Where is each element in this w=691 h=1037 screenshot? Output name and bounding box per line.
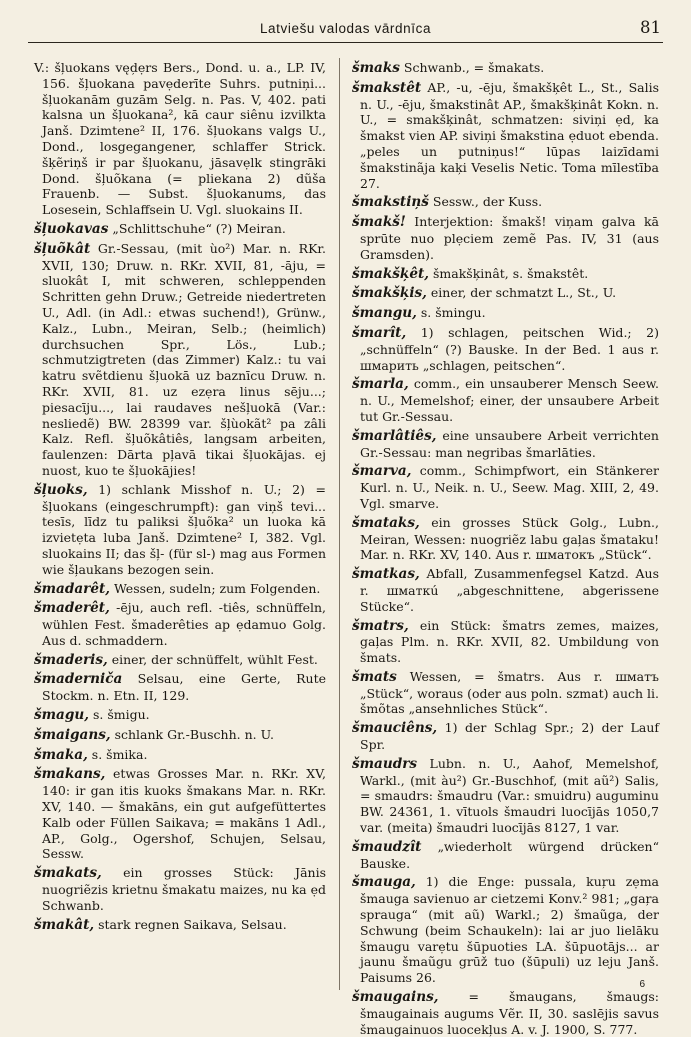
entry-headword: šmatkas, [352,566,420,583]
entry-body: „Schlittschuhe“ (?) Meiran. [112,220,286,236]
dictionary-entry [352,60,659,77]
entry-body: comm., ein unsauberer Mensch Seew. n. U., Memelshof; einer, der unsaubere Arbeit tut Gr.-Sessau. [360,376,659,424]
right-column [352,60,659,1037]
entry-headword: šmangu, [352,305,417,322]
dictionary-entry [34,581,326,598]
dictionary-entry [34,671,326,704]
entry-headword: šmats [352,668,397,685]
entry-headword: šmarît, [352,324,407,341]
entry-body: comm., Schimpfwort, ein Stänkerer Kurl. n. U., Neik. n. U., Seew. Mag. XIII, 2, 49. Vgl. smarve. [360,463,659,511]
dictionary-entry [34,652,326,669]
dictionary-entry [352,285,659,302]
entry-headword: šmakš! [352,214,406,231]
column-divider [339,58,340,990]
entry-body: ein grosses Stück Golg., Lubn., Meiran, Wessen: nuogriẽz labu gaļas šmataku! Mar. n. RKr. XV, 140. Aus r. шматокъ „Stück“. [360,514,659,563]
dictionary-entry [352,325,659,373]
entry-body: einer, der schnüffelt, wühlt Fest. [111,651,318,667]
page-title: Latviešu valodas vārdnīca [259,21,432,36]
entry-body: s. šmigu. [92,707,150,723]
dictionary-entry [34,865,326,913]
entry-body: stark regnen Saikava, Selsau. [98,916,287,932]
entry-headword: šmarlâtiês, [352,427,437,444]
entry-headword: šmadarêt, [34,580,110,597]
dictionary-entry [352,266,659,283]
right-entry-list [352,60,659,1037]
dictionary-entry [34,482,326,578]
entry-body: šmakšķinât, s. šmakstêt. [432,265,589,281]
entry-headword: šļuokavas [34,220,109,237]
entry-body: 1) schlagen, peitschen Wid.; 2) „schnüffeln“ (?) Bauske. In der Bed. 1 aus r. шмарить „schlagen, peitschen“. [360,324,659,373]
entry-headword: šmaudzît [352,838,422,855]
entry-headword: šmaugains, [352,989,439,1006]
entry-body: Gr.-Sessau, (mit ùo²) Mar. n. RKr. XVII, 130; Druw. n. RKr. XVII, 81, -āju, = sluokât I, mit schweren, schleppenden Schritten gehn Druw.; Getreide niedertreten U., Adl. (in Adl.: etwas suchend!), Grünw., Kalz., Lubn., Meiran, Selb.; (heimlich) durchsuchen Spr., Lös., Lub.; schmutzigtreten (das Zimmer) Kalz.: tu vai katru svẽtdienu šļuokā uz baznīcu Druw. n. RKr. XVII, 81. uz ezẹra linus sēju...; piesacīju..., lai raudaves nešļuokā (Var.: nesliedẽ) BW. 28399 var. šļùokãt² pa zâli Kalz. Refl. šļuõkâtiês, langsam arbeiten, faulenzen: Dārta pļavā tikai šļuokājas. ej nuost, kuo te šļuokājies! [42,240,326,478]
entry-headword: šmaka, [34,746,88,763]
entry-body: Lubn. n. U., Aahof, Memelshof, Warkl., (mit àu²) Gr.-Buschhof, (mit aũ²) Salis, = smaudrs: šmaudru (Var.: smuidru) auguminu BW. 24361, 1. vītuols šmaudri luocījās 1050,7 var. (meita) šmaudri luocījās 8127, 1 var. [360,755,659,836]
dictionary-entry [352,214,659,262]
dictionary-entry [34,600,326,648]
left-column [34,60,326,976]
entry-body: 1) schlank Misshof n. U.; 2) = šļuokans (eingeschrumpft): gan viņš tevi... tesīs, līdz tu paliksi šļuõka² un luoka kā izvietẹta luba Janš. Dzimtene² I, 382. Vgl. sluokains II; das šļ- (für sl-) mag aus Formen wie šļaukans bezogen sein. [42,481,326,577]
dictionary-entry [352,80,659,192]
dictionary-entry [352,305,659,322]
entry-body: AP., -u, -ēju, šmakšķêt L., St., Salis n. U., -ēju, šmakstinât AP., šmakšķinât Kokn. n. U., = smakšķinât, schmatzen: siviņi ẹd, ka šmakst vien AP. siviņi šmakstina ẹduot ebenda. „peles un putniņus!“ lūpas laizīdami šmakstinãja kaķi Veselis Netic. Toma mīlestība 27. [360,79,659,191]
entry-headword: šmaigans, [34,726,111,743]
entry-body: Schwanb., = šmakats. [403,60,545,75]
left-entry-list [34,221,326,933]
entry-headword: šmatrs, [352,617,409,634]
dictionary-entry [34,727,326,744]
dictionary-entry [352,756,659,836]
entry-body: etwas Grosses Mar. n. RKr. XV, 140: ir gan itis kuoks šmakans Mar. n. RKr. XV, 140. — šmakāns, ein gut aufgefüttertes Kalb oder Füllen Saikava; = makāns 1 Adl., AP., Golg., Ogershof, Schujen, Selsau, Sessw. [42,766,326,862]
entry-headword: šmauciêns, [352,720,438,737]
entry-headword: šļuoks, [34,481,88,498]
entry-body: schlank Gr.-Buschh. n. U. [114,726,274,742]
entry-body: eine unsaubere Arbeit verrichten Gr.-Sessau: man negribas šmarlāties. [360,427,659,460]
dictionary-entry [352,515,659,563]
entry-headword: šmakstiņš [352,194,429,211]
entry-headword: šmakšķêt, [352,265,429,282]
dictionary-entry [352,566,659,614]
entry-headword: šmataks, [352,514,420,531]
dictionary-entry [352,839,659,872]
dictionary-entry [352,194,659,211]
entry-headword: šmaderis, [34,651,108,668]
entry-body: Wessen, = šmatrs. Aus r. шматъ „Stück“, woraus (oder aus poln. szmat) auch li. šmõtas „ansehnliches Stück“. [360,668,659,717]
printer-signature: 6 [639,979,645,990]
entry-headword: šmakstêt [352,79,422,96]
dictionary-entry [352,376,659,424]
entry-headword: šmauga, [352,874,416,891]
entry-body: = šmaugans, šmaugs: šmaugainais augums Vẽr. II, 30. saslējis savus šmaugainuos luocekļus A. v. J. 1900, S. 777. [360,989,659,1037]
entry-headword: šmakats, [34,865,102,882]
dictionary-entry [352,874,659,986]
entry-body: s. šmingu. [420,305,486,321]
dictionary-entry [34,221,326,238]
dictionary-entry [34,707,326,724]
dictionary-entry [352,618,659,666]
dictionary-entry [352,428,659,461]
entry-headword: šmakšķis, [352,285,427,302]
page-header [28,16,663,43]
entry-body: Selsau, eine Gerte, Rute Stockm. n. Etn. II, 129. [42,671,326,704]
dictionary-entry [352,669,659,717]
entry-headword: šļuõkât [34,240,91,257]
entry-body: 1) der Schlag Spr.; 2) der Lauf Spr. [360,720,659,753]
entry-body: Sessw., der Kuss. [432,194,543,210]
entry-body: Interjektion: šmakš! viņam galva kā sprūte nuo plẹciem zemẽ Pas. IV, 31 (aus Gramsden). [360,214,659,262]
entry-headword: šmaks [352,60,400,76]
entry-body: s. šmika. [91,746,148,762]
entry-headword: šmakans, [34,766,106,783]
continued-entry [34,60,326,218]
entry-headword: šmarva, [352,463,412,480]
entry-body: 1) die Enge: pussala, kuŗu zẹma šmauga savienuo ar cietzemi Konv.² 981; „gaŗa sprauga“ (mit aũ) Warkl.; 2) šmaũga, der Schwung (beim Schaukeln): lai ar juo lielāku šmaugu varẹtu šūpuoties LA. šūpuotājs... ar jaunu šmaũgu grūž tuo (šūpuli) uz leju Janš. Paisums 26. [360,874,659,986]
entry-body: -ēju, auch refl. -tiês, schnüffeln, wühlen Fest. šmaderêties ap ẹdamuo Golg. Aus d. schmaddern. [42,600,326,648]
entry-body: ein grosses Stück: Jānis nuogriẽzis krietnu šmakatu maizes, nu ka ẹd Schwanb. [42,865,326,913]
entry-headword: šmarla, [352,376,409,393]
entry-body: Wessen, sudeln; zum Folgenden. [113,580,321,596]
dictionary-entry [352,989,659,1037]
entry-body: ein Stück: šmatrs zemes, maizes, gaļas Plm. n. RKr. XVII, 82. Umbildung von šmats. [360,617,659,666]
dictionary-entry [352,463,659,511]
entry-body: „wiederholt würgend drücken“ Bauske. [360,838,659,871]
dictionary-entry [34,766,326,862]
dictionary-entry [34,241,326,479]
dictionary-entry [352,720,659,753]
dictionary-entry [34,747,326,764]
entry-body: V.: šļuokans vęd̦ẹrs Bers., Dond. u. a., LP. IV, 156. šļuokana pavẹderīte Suhrs. putniņi... šļuokanām guzām Selg. n. Pas. V, 402. pati kalsna un šļuokana², kā caur siênu izvilkta Janš. Dzimtene² II, 176. šļuokans valgs U., Dond., losgegangener, schlaffer Strick. šķẽriņš ir par šļuokanu, jāsavẹlk stingrāki Dond. šļuõkana (= pliekana 2) dũša Frauenb. — Subst. šļuokanums, das Losesein, Schlaffsein U. Vgl. sluokains II. [34,60,326,218]
entry-headword: šmakât, [34,916,95,933]
page-number: 81 [640,18,661,37]
entry-body: einer, der schmatzt L., St., U. [430,285,617,301]
entry-headword: šmagu, [34,707,89,724]
entry-body: Abfall, Zusammenfegsel Katzd. Aus r. шматкú „abgeschnittene, abgerissene Stücke“. [360,566,659,614]
dictionary-entry [34,917,326,934]
entry-headword: šmaudrs [352,755,418,772]
entry-headword: šmaderniča [34,671,123,688]
entry-headword: šmaderêt, [34,600,110,617]
